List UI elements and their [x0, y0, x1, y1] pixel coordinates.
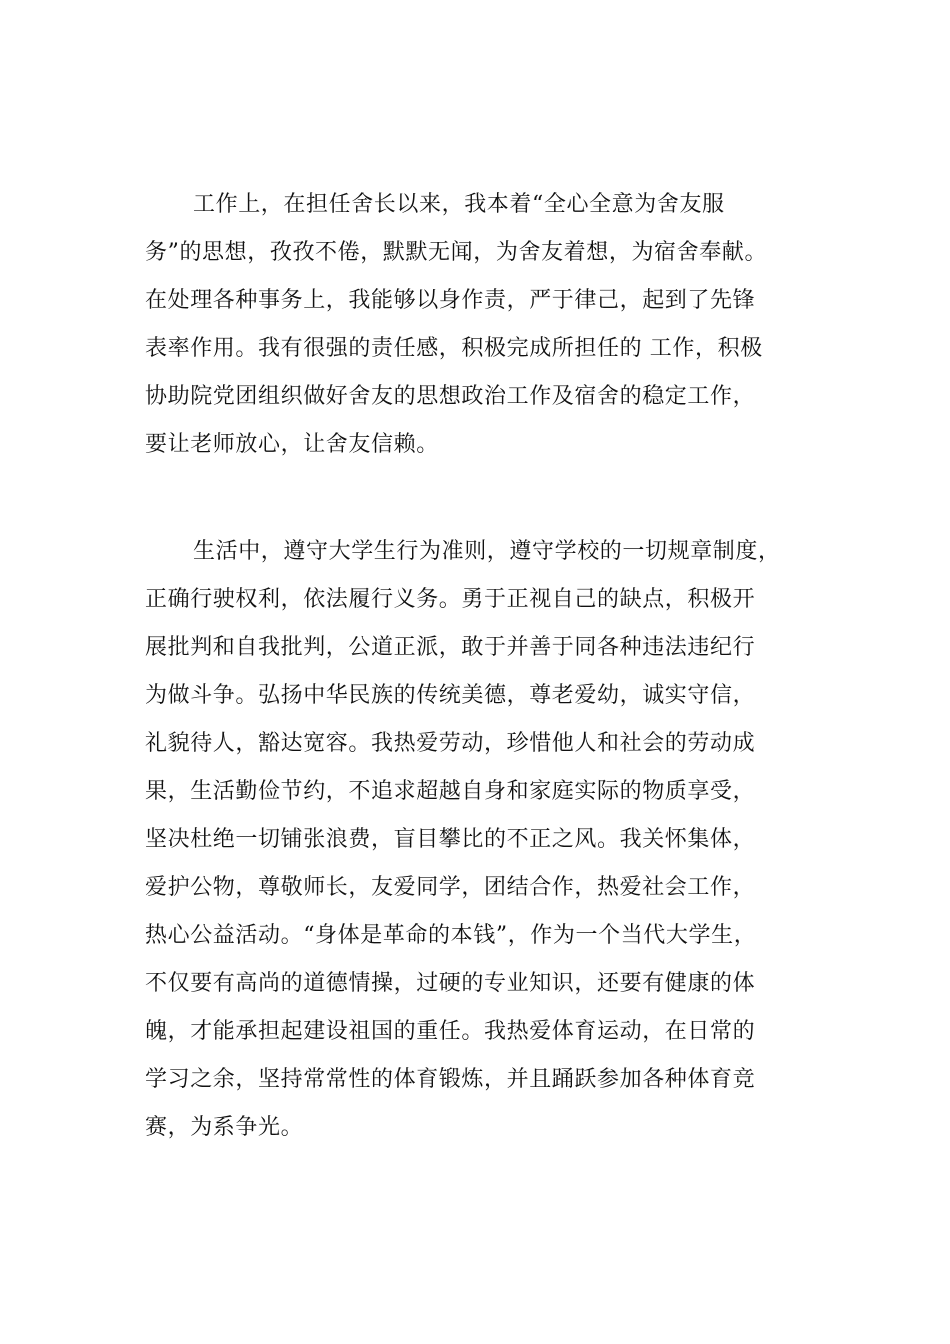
text-line: 协助院党团组织做好舍友的思想政治工作及宿舍的稳定工作， — [145, 384, 756, 409]
text-line: 务”的思想，孜孜不倦，默默无闻，为舍友着想，为宿舍奉献。 — [145, 240, 768, 265]
text-line: 爱护公物，尊敬师长，友爱同学，团结合作，热爱社会工作， — [145, 875, 756, 900]
text-line: 在处理各种事务上，我能够以身作责，严于律己，起到了先锋 — [145, 288, 756, 313]
text-line: 要让老师放心，让舍友信赖。 — [145, 432, 439, 457]
text-line: 热心公益活动。“身体是革命的本钱”，作为一个当代大学生， — [145, 923, 757, 948]
text-line: 为做斗争。弘扬中华民族的传统美德，尊老爱幼，诚实守信， — [145, 683, 756, 708]
text-line: 展批判和自我批判，公道正派，敢于并善于同各种违法违纪行 — [145, 635, 756, 660]
paragraph-life — [145, 528, 845, 1152]
text-line: 生活中，遵守大学生行为准则，遵守学校的一切规章制度， — [193, 539, 781, 564]
text-line: 正确行驶权利，依法履行义务。勇于正视自己的缺点，积极开 — [145, 587, 756, 612]
text-line: 表率作用。我有很强的责任感，积极完成所担任的 工作，积极 — [145, 336, 763, 361]
paragraph-work — [145, 181, 845, 469]
text-line: 坚决杜绝一切铺张浪费，盲目攀比的不正之风。我关怀集体， — [145, 827, 756, 852]
text-line: 魄，才能承担起建设祖国的重任。我热爱体育运动，在日常的 — [145, 1019, 756, 1044]
text-line: 礼貌待人，豁达宽容。我热爱劳动，珍惜他人和社会的劳动成 — [145, 731, 756, 756]
text-line: 赛，为系争光。 — [145, 1115, 304, 1140]
text-line: 工作上，在担任舍长以来，我本着“全心全意为舍友服 — [193, 192, 725, 217]
text-line: 不仅要有高尚的道德情操，过硬的专业知识，还要有健康的体 — [145, 971, 756, 996]
text-line: 果，生活勤俭节约，不追求超越自身和家庭实际的物质享受， — [145, 779, 756, 804]
text-line: 学习之余，坚持常常性的体育锻炼，并且踊跃参加各种体育竞 — [145, 1067, 756, 1092]
